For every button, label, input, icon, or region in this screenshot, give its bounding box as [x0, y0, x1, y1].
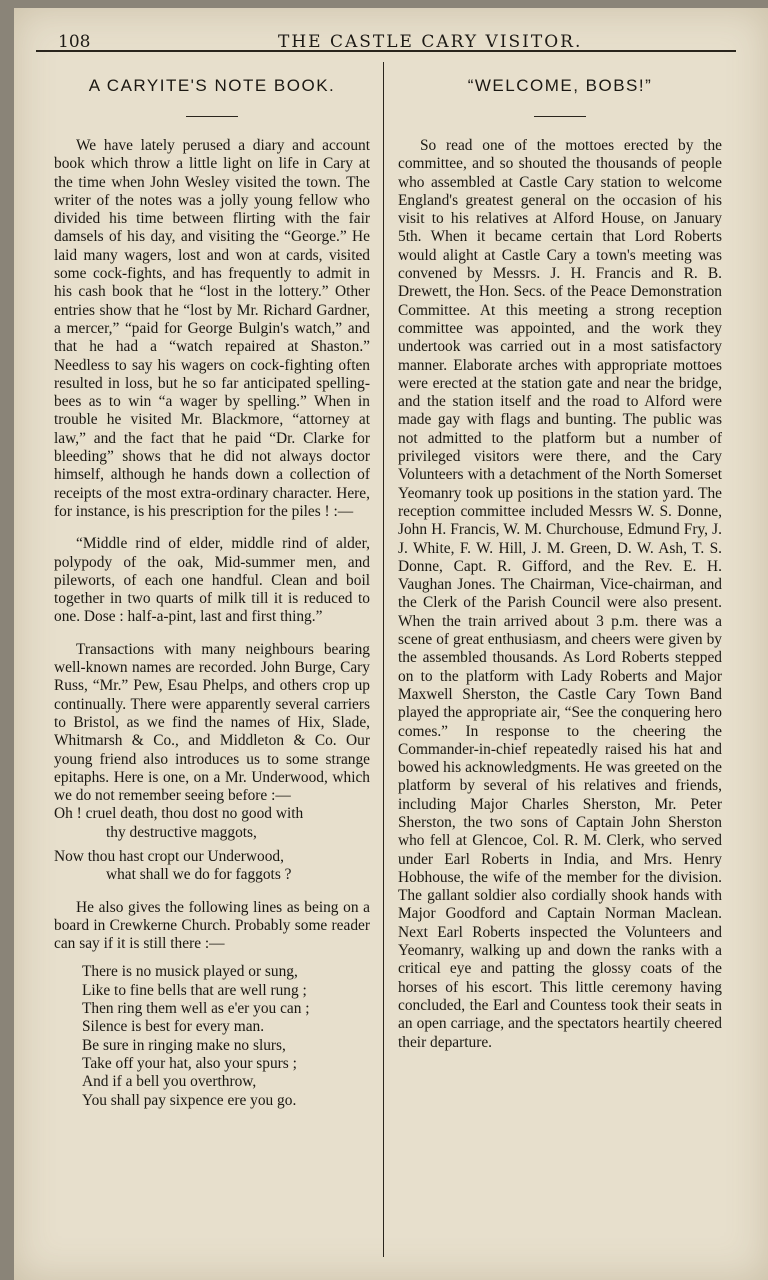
verse-line: You shall pay sixpence ere you go.: [82, 1091, 297, 1109]
epitaph-line: Now thou hast cropt our Underwood,: [54, 847, 284, 865]
page-number: 108: [58, 32, 91, 52]
verse-line: And if a bell you overthrow,: [82, 1073, 257, 1091]
column-divider: [383, 62, 384, 1257]
bell-verse: [54, 963, 370, 1109]
left-paragraph-4: He also gives the following lines as being on a board in Crewkerne Church. Probably some reader can say if it is still there :—: [54, 898, 370, 953]
verse-line: Silence is best for every man.: [82, 1018, 265, 1036]
left-article-title: A CARYITE'S NOTE BOOK.: [88, 76, 336, 95]
left-paragraph-3: Transactions with many neighbours bearing well-known names are recorded. John Burge, Cary Russ, “Mr.” Pew, Esau Phelps, and others crop up continually. There were apparently several carriers to Bristol, as we find the names of Hix, Slade, Whitmarsh & Co., and Middleton & Co. Our young friend also introduces us to some strange epitaphs. Here is one, on a Mr. Underwood, which we do not remember seeing before :—: [54, 640, 370, 805]
header-rule: [36, 50, 736, 52]
verse-line: Take off your hat, also your spurs ;: [82, 1054, 297, 1072]
epitaph: [54, 805, 370, 884]
epitaph-line: Oh ! cruel death, thou dost no good with: [54, 805, 304, 823]
left-quote-recipe: “Middle rind of elder, middle rind of alder, polypody of the oak, Mid-summer men, and pileworts, of each one handful. Clean and boil together in two quarts of milk till it is reduced to one. Dose : half-a-pint, last and first thing.”: [54, 535, 370, 626]
verse-line: Be sure in ringing make no slurs,: [82, 1036, 286, 1054]
left-column: [54, 62, 370, 1110]
epitaph-line: what shall we do for faggots ?: [106, 866, 292, 884]
verse-line: Like to fine bells that are well rung ;: [82, 981, 307, 999]
running-title: THE CASTLE CARY VISITOR.: [278, 32, 583, 52]
verse-line: There is no musick played or sung,: [82, 963, 298, 981]
title-rule: [534, 116, 586, 117]
epitaph-line: thy destructive maggots,: [106, 823, 257, 841]
title-rule: [186, 116, 238, 117]
right-paragraph-1: So read one of the mottoes erected by the committee, and so shouted the thousands of people who assembled at Castle Cary station to welcome England's greatest general on the occasion of his visit to his relatives at Alford House, on January 5th. When it became certain that Lord Roberts would alight at Castle Cary a town's meeting was convened by Messrs. J. H. Francis and R. B. Drewett, the Hon. Secs. of the Peace Demonstration Committee. At this meeting a strong reception committee was appointed, and the work they undertook was carried out in a most satisfactory manner. Elaborate arches with appropriate mottoes were erected at the station gate and near the bridge, and the station itself and the road to Alford were made gay with flags and bunting. The public was not admitted to the platform but a number of privileged visitors were there, and the Cary Volunteers with a detachment of the North Somerset Yeomanry took up positions in the station yard. The reception committee included Messrs W. S. Donne, John H. Francis, W. M. Churchouse, Edmund Fry, J. J. White, F. W. Hill, J. M. Green, D. W. Ash, T. S. Donne, Capt. R. Gifford, and the Rev. E. H. Vaughan Jones. The Chairman, Vice-chairman, and the Clerk of the Parish Council were also present. When the train arrived about 3 p.m. there was a scene of great enthusiasm, and cheers were given by the assembled thousands. As Lord Roberts stepped on to the platform with Lady Roberts and Major Maxwell Sherston, the Castle Cary Town Band played the appropriate air, “See the conquering hero comes.” In response to the cheering the Commander-in-chief repeatedly raised his hat and bowed his acknowledgments. He was greeted on the platform by several of his relatives and friends, including Major Charles Sherston, Mr. Peter Sherston, the two sons of Captain John Sherston who fell at Glencoe, Col. R. M. Clerk, who served under Earl Roberts in India, and Mrs. Henry Hobhouse, the wife of the member for the division. The gallant soldier also cordially shook hands with Major Goodford and Captain Norman Maclean. Next Earl Roberts inspected the Volunteers and Yeomanry, walking up and down the ranks with a critical eye and patting the glossy coats of the horses of his escort. This little ceremony having concluded, the Earl and Countess took their seats in an open carriage, and the spectators heartily cheered their departure.: [398, 137, 722, 1051]
verse-line: Then ring them well as e'er you can ;: [82, 1000, 310, 1018]
right-article-title: “WELCOME, BOBS!”: [467, 76, 653, 95]
left-paragraph-1: We have lately perused a diary and account book which throw a little light on life in Cary at the time when John Wesley visited the town. The writer of the notes was a jolly young fellow who divided his time between flirting with the fair damsels of his day, and visiting the “George.” He laid many wagers, lost and won at cards, visited some cock-fights, and has frequently to admit in his cash book that he “lost in the lottery.” Other entries show that he “lost by Mr. Richard Gardner, a mercer,” “paid for George Bulgin's watch,” and that he had a “watch repaired at Shaston.” Needless to say his wagers on cock-fighting often resulted in loss, but he so far anticipated spelling-bees as to win “a wager by spelling.” When in trouble he visited Mr. Blackmore, “attorney at law,” and the fact that he paid “Dr. Clarke for bleeding” shows that he did not always doctor himself, although he hands down a collection of receipts of the most extra-ordinary character. Here, for instance, is his prescription for the piles ! :—: [54, 137, 370, 520]
right-column: [398, 62, 722, 1052]
